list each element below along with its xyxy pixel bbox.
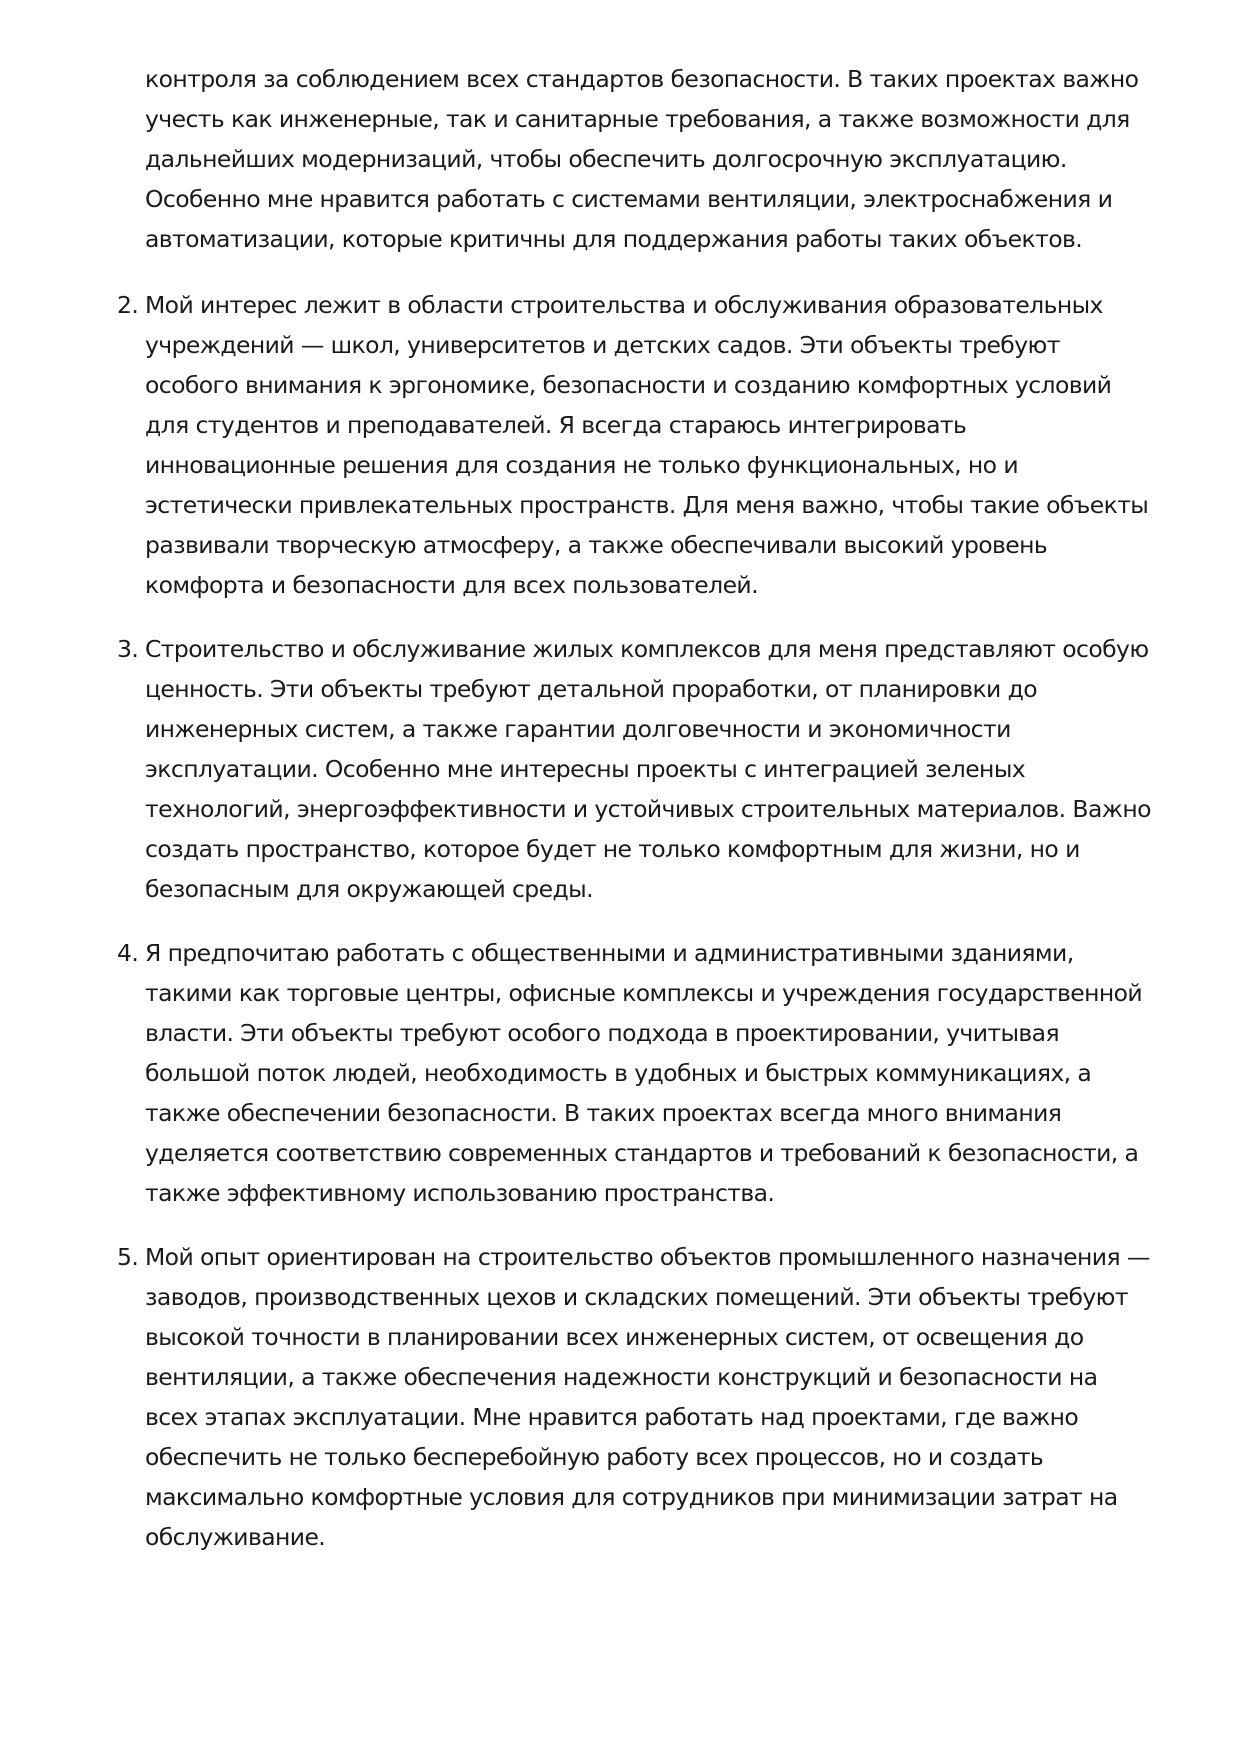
- list-item: [117, 629, 1155, 909]
- list-item: [117, 285, 1155, 605]
- list-item: [117, 933, 1155, 1213]
- numbered-list: [117, 285, 1155, 1581]
- list-item-text: Строительство и обслуживание жилых комплексов для меня представляют особую ценность. Эти объекты требуют детальной проработки, от планировки до инженерных систем, а также гарантии долговечности и экономичности эксплуатации. Особенно мне интересны проекты с интеграцией зеленых технологий, энергоэффективности и устойчивых строительных материалов. Важно создать пространство, которое будет не только комфортным для жизни, но и безопасным для окружающей среды.: [145, 635, 1151, 903]
- list-item-number: 3.: [117, 635, 139, 663]
- list-item-number: 5.: [117, 1243, 139, 1271]
- list-item-number: 2.: [117, 291, 139, 319]
- continuation-paragraph: контроля за соблюдением всех стандартов безопасности. В таких проектах важно учесть как инженерные, так и санитарные требования, а также возможности для дальнейших модернизаций, чтобы обеспечить долгосрочную эксплуатацию. Особенно мне нравится работать с системами вентиляции, электроснабжения и автоматизации, которые критичны для поддержания работы таких объектов.: [145, 65, 1139, 253]
- list-item: [117, 1237, 1155, 1557]
- list-item-text: Мой опыт ориентирован на строительство объектов промышленного назначения — заводов, производственных цехов и складских помещений. Эти объекты требуют высокой точности в планировании всех инженерных систем, от освещения до вентиляции, а также обеспечения надежности конструкций и безопасности на всех этапах эксплуатации. Мне нравится работать над проектами, где важно обеспечить не только бесперебойную работу всех процессов, но и создать максимально комфортные условия для сотрудников при минимизации затрат на обслуживание.: [145, 1243, 1150, 1551]
- list-item-text: Мой интерес лежит в области строительства и обслуживания образовательных учреждений — школ, университетов и детских садов. Эти объекты требуют особого внимания к эргономике, безопасности и созданию комфортных условий для студентов и преподавателей. Я всегда стараюсь интегрировать инновационные решения для создания не только функциональных, но и эстетически привлекательных пространств. Для меня важно, чтобы такие объекты развивали творческую атмосферу, а также обеспечивали высокий уровень комфорта и безопасности для всех пользователей.: [145, 291, 1149, 599]
- list-item-text: Я предпочитаю работать с общественными и административными зданиями, такими как торговые центры, офисные комплексы и учреждения государственной власти. Эти объекты требуют особого подхода в проектировании, учитывая большой поток людей, необходимость в удобных и быстрых коммуникациях, а также обеспечении безопасности. В таких проектах всегда много внимания уделяется соответствию современных стандартов и требований к безопасности, а также эффективному использованию пространства.: [145, 939, 1143, 1207]
- list-item-number: 4.: [117, 939, 139, 967]
